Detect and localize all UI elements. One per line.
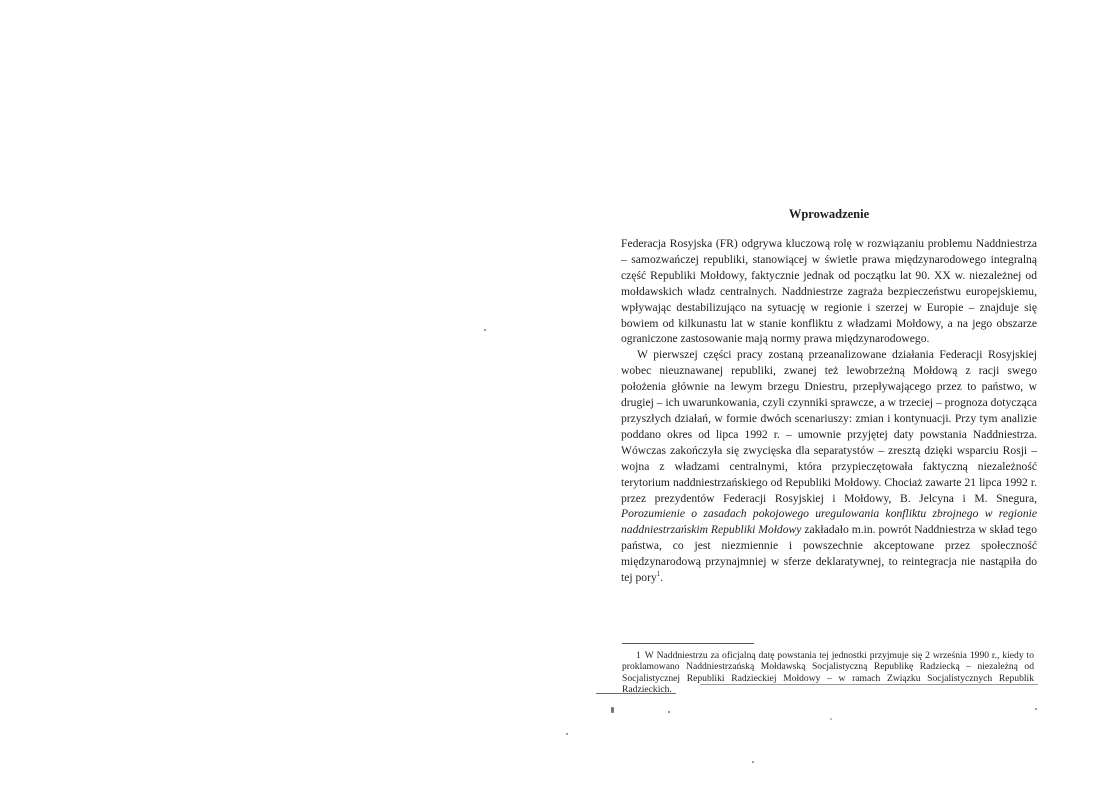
scan-speck [1035,708,1037,710]
scan-speck [668,711,670,713]
paragraph-scope [621,347,1037,586]
body-text [621,236,1037,586]
page-heading: Wprowadzenie [788,207,870,221]
footnote [622,650,1034,696]
paragraph-scope-text: W pierwszej części pracy zostaną przeanalizowane działania Federacji Rosyjskiej wobec nieuznawanej republiki, zwanej też lewobrzeżną Mołdową z racji swego położenia głównie na lewym brzegu Dniestru, przepływającego przez to państwo, w drugiej – ich uwarunkowania, czyli czynniki sprawcze, a w trzeciej – prognoza dotycząca przyszłych działań, w formie dwóch scenariuszy: zmian i kontynuacji. Przy tym analizie poddano okres od lipca 1992 r. – umownie przyjętej daty powstania Naddniestrza. Wówczas zakończyła się zwycięska dla separatystów – zresztą dzięki wsparciu Rosji – wojna z władzami centralnymi, która przypieczętowała faktyczną niezależność terytorium naddniestrzańskiego od Republiki Mołdowy. Chociaż zawarte 21 lipca 1992 r. przez prezydentów Federacji Rosyjskiej i Mołdowy, B. Jelcyna i M. Snegura, [621,348,1037,505]
paragraph-intro: Federacja Rosyjska (FR) odgrywa kluczową rolę w rozwiązaniu problemu Naddniestrza – samozwańczej republiki, stanowiącej w świetle prawa międzynarodowego integralną część Republiki Mołdowy, faktycznie jednak od początku lat 90. XX w. niezależnej od mołdawskich władz centralnych. Naddniestrze zagraża bezpieczeństwu europejskiemu, wpływając destabilizująco na sytuację w regionie i szerzej w Europie – znajduje się bowiem od kilkunastu lat w stanie konfliktu z władzami Mołdowy, a na jego obszarze ograniczone zastosowanie mają normy prawa międzynarodowego. [621,237,1037,346]
paragraph-scope-end: . [660,571,664,585]
footnote-text: W Naddniestrzu za oficjalną datę powstania tej jednostki przyjmuje się 2 września 1990 r., kiedy to proklamowano Naddniestrzańską Mołdawską Socjalistyczną Republikę Radziecką – niezależną od Socjalistycznej Republiki Radzieckiej Mołdowy – w ramach Związku Socjalistycznych Republik Radzieckich. [622,650,1034,696]
scan-speck [830,718,832,720]
scan-speck [752,761,754,763]
scan-speck [611,707,614,713]
paragraph-scope-tail: zakładało m.in. powrót Naddniestrza w skład tego państwa, co jest niezmiennie i powszechnie akceptowane przez społeczność międzynarodową przynajmniej w sferze deklaratywnej, to reintegracja nie nastąpiła do tej pory [621,523,1038,585]
footnote-separator [622,643,754,644]
scan-speck [566,733,568,735]
footnote-number: 1 [636,650,641,661]
agreement-title: Porozumienie o zasadach pokojowego uregulowania konfliktu zbrojnego w regionie naddniestrzańskim Republiki Mołdowy [621,507,1037,537]
footnote-reference[interactable]: 1 [656,570,661,579]
scan-speck [484,329,486,331]
scan-artifact-line [596,693,676,694]
scan-artifact-line [700,684,1038,685]
